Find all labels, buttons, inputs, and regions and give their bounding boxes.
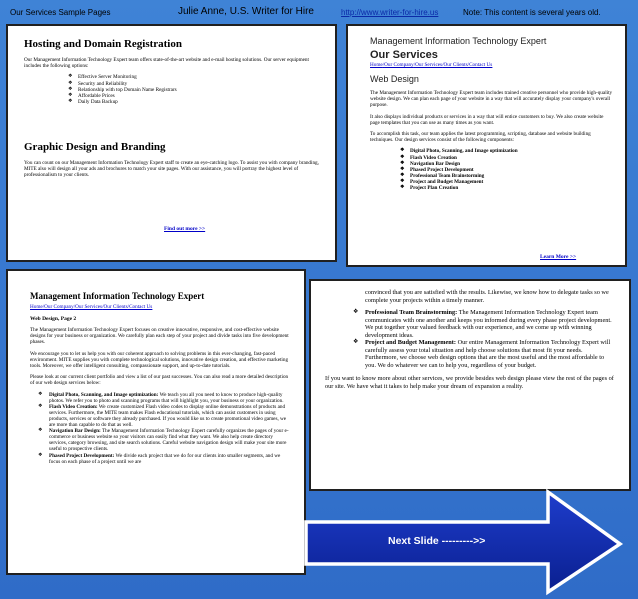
sample-page-web-design-3 — [309, 279, 631, 491]
feature-list — [68, 74, 323, 104]
paragraph: Please look at our current client portfolio and view a list of our past successes. You can also read a more detailed description of our web design services below: — [30, 374, 289, 387]
list-item: ❖ Project and Budget Management — [400, 179, 613, 185]
breadcrumb-nav: Home/Our Company/Our Services/Our Clients/Contact Us — [30, 304, 153, 310]
list-item: ❖ Security and Reliability — [68, 81, 323, 87]
list-item — [38, 428, 292, 452]
list-item: ❖ Navigation Bar Design — [400, 161, 613, 167]
item-label: Flash Video Creation: — [49, 403, 98, 410]
list-item — [38, 392, 292, 404]
next-slide-label[interactable]: Next Slide --------->> — [388, 535, 486, 547]
list-item — [353, 339, 615, 369]
list-item: ❖ Project Plan Creation — [400, 185, 613, 191]
paragraph: We encourage you to let us help you with our coherent approach to solving problems in this ever-changing, fast-paced environment. MITE supplies you with complete technological solutions, innovative design creation, and effective marketing tools. Moreover, we offer intelligent consulting, compassionate support, and up-to-date tutorials. — [30, 350, 289, 370]
paragraph: To accomplish this task, our team applies the latest programming, scripting, database and website building techniques. Our design services consist of the following components: — [370, 131, 591, 144]
nav-link-home[interactable]: Home — [370, 62, 383, 68]
sample-page-web-design-2 — [6, 269, 306, 575]
next-slide-arrow[interactable] — [300, 488, 624, 596]
nav-link-clients[interactable]: Our Clients — [443, 62, 468, 68]
item-label: Navigation Bar Design: — [49, 428, 101, 435]
learn-more-link[interactable]: Learn More >> — [540, 254, 577, 260]
list-item: ❖ Flash Video Creation — [400, 155, 613, 161]
header-link[interactable]: http://www.writer-for-hire.us — [341, 8, 439, 17]
list-item: ❖ Digital Photo, Scanning, and Image optimization — [400, 148, 613, 154]
body-text: You can count on our Management Information Technology Expert staff to create an eye-catching logo. To assist you with company branding, MITE also will design all your ads and brochures to match your site pages. With our assistance, you will portray the highest level of professionalism to your clients. — [24, 159, 319, 179]
list-item — [353, 309, 615, 339]
paragraph: It also displays individual products or services in a way that will entice customers to buy. We also create website page templates that you can use as many times as you want. — [370, 113, 604, 126]
paragraph: The Management Information Technology Expert focuses on creative innovative, responsive, and cost-effective website designs for your business or organization. We carefully plan each step of your project and divide tasks into five development phases. — [30, 327, 289, 346]
find-out-more-link[interactable]: Find out more >> — [164, 226, 206, 232]
nav-link-services[interactable]: Our Services — [75, 304, 103, 310]
company-name: Management Information Technology Expert — [30, 291, 205, 301]
nav-link-company[interactable]: Our Company — [44, 304, 74, 310]
item-label: Digital Photo, Scanning, and Image optimization: — [49, 391, 159, 398]
company-name: Management Information Technology Expert — [370, 36, 547, 46]
header-title: Julie Anne, U.S. Writer for Hire — [178, 6, 314, 17]
list-item: ❖ Effective Server Monitoring — [68, 74, 323, 80]
page-heading: Web Design — [370, 74, 419, 84]
service-detail-list — [353, 309, 615, 369]
item-label: Phased Project Development: — [49, 452, 115, 459]
component-list — [400, 148, 613, 191]
paragraph: The Management Information Technology Expert team includes trained creative personnel who provide high-quality website design. We can plan each page of your website in a way that will accurately display your company's overall purpose. — [370, 90, 613, 109]
page-heading: Web Design, Page 2 — [30, 316, 77, 322]
section-title: Our Services — [370, 49, 438, 61]
section-title: Graphic Design and Branding — [24, 140, 166, 153]
list-item: ❖ Relationship with top Domain Name Registrars — [68, 87, 323, 93]
item-text: The Management Information Technology Expert carefully organizes the pages of your e-commerce or business website so your visitors can easily find what they want. We also help create directory services, category browsing, and site search solutions. Careful website navigation design will make your site more useful to prospective clients. — [49, 428, 289, 453]
sample-page-hosting — [6, 24, 337, 262]
nav-link-clients[interactable]: Our Clients — [103, 304, 128, 310]
breadcrumb-nav: Home/Our Company/Our Services/Our Clients/Contact Us — [370, 62, 493, 68]
list-item: ❖ Phased Project Development — [400, 167, 613, 173]
list-item — [38, 453, 292, 465]
nav-link-contact[interactable]: Contact Us — [469, 62, 493, 68]
page-title: Hosting and Domain Registration — [24, 38, 182, 50]
item-text: The Management Information Technology Expert team communicates with one another and keeps you informed during every phase project development. We put together your valued feedback with our experience, and we come up with winning development ideas. — [365, 309, 612, 339]
top-bar — [0, 0, 638, 22]
closing-paragraph: If you want to know more about other services, we provide besides web design please view the rest of the pages of our site. We have what it takes to help make your dream of expansion a reality. — [325, 375, 614, 390]
nav-link-home[interactable]: Home — [30, 304, 43, 310]
header-note: Note: This content is several years old. — [463, 8, 601, 17]
item-text: We divide each project that we do for our clients into smaller segments, and we focus on each phase of a project until we are — [49, 452, 281, 465]
item-label: Project and Budget Management: — [365, 339, 457, 346]
paragraph: convinced that you are satisfied with the results. Likewise, we know how to delegate tasks so we complete your projects within a timely manner. — [365, 289, 609, 304]
item-text: Our entire Management Information Technology Expert will carefully assess your total situation and help choose solutions that most fit your needs. Furthermore, we choose web design options that are the most useful and the most affordable to you. We do whatever we can to help you, regardless of your budget. — [365, 339, 611, 369]
list-item — [38, 404, 292, 428]
service-detail-list — [38, 392, 292, 465]
sample-page-web-design — [346, 24, 627, 267]
item-label: Professional Team Brainstorming: — [365, 309, 458, 316]
list-item: ❖ Affordable Prices — [68, 93, 323, 99]
intro-text: Our Management Information Technology Expert team offers state-of-the-art website and e-mail hosting solutions. Our server equipment includes the following options: — [24, 57, 309, 70]
item-text: We teach you all you need to know to produce high-quality photos. We refer you to photo and scanning programs that will highlight you, your business or your organization. — [49, 391, 284, 404]
nav-link-company[interactable]: Our Company — [384, 62, 414, 68]
item-text: We create customized Flash video codes to display online demonstrations of products and services. Furthermore, the MITE team makes Flash educational tutorials, which can assist customers in using products, services or software they already purchased. If you would like us to create promotional video games, we are more than capable to do that as well. — [49, 403, 287, 429]
nav-link-contact[interactable]: Contact Us — [129, 304, 153, 310]
list-item: ❖ Professional Team Brainstorming — [400, 173, 613, 179]
nav-link-services[interactable]: Our Services — [415, 62, 443, 68]
list-item: ❖ Daily Data Backup — [68, 99, 323, 105]
header-left-text: Our Services Sample Pages — [10, 8, 111, 17]
